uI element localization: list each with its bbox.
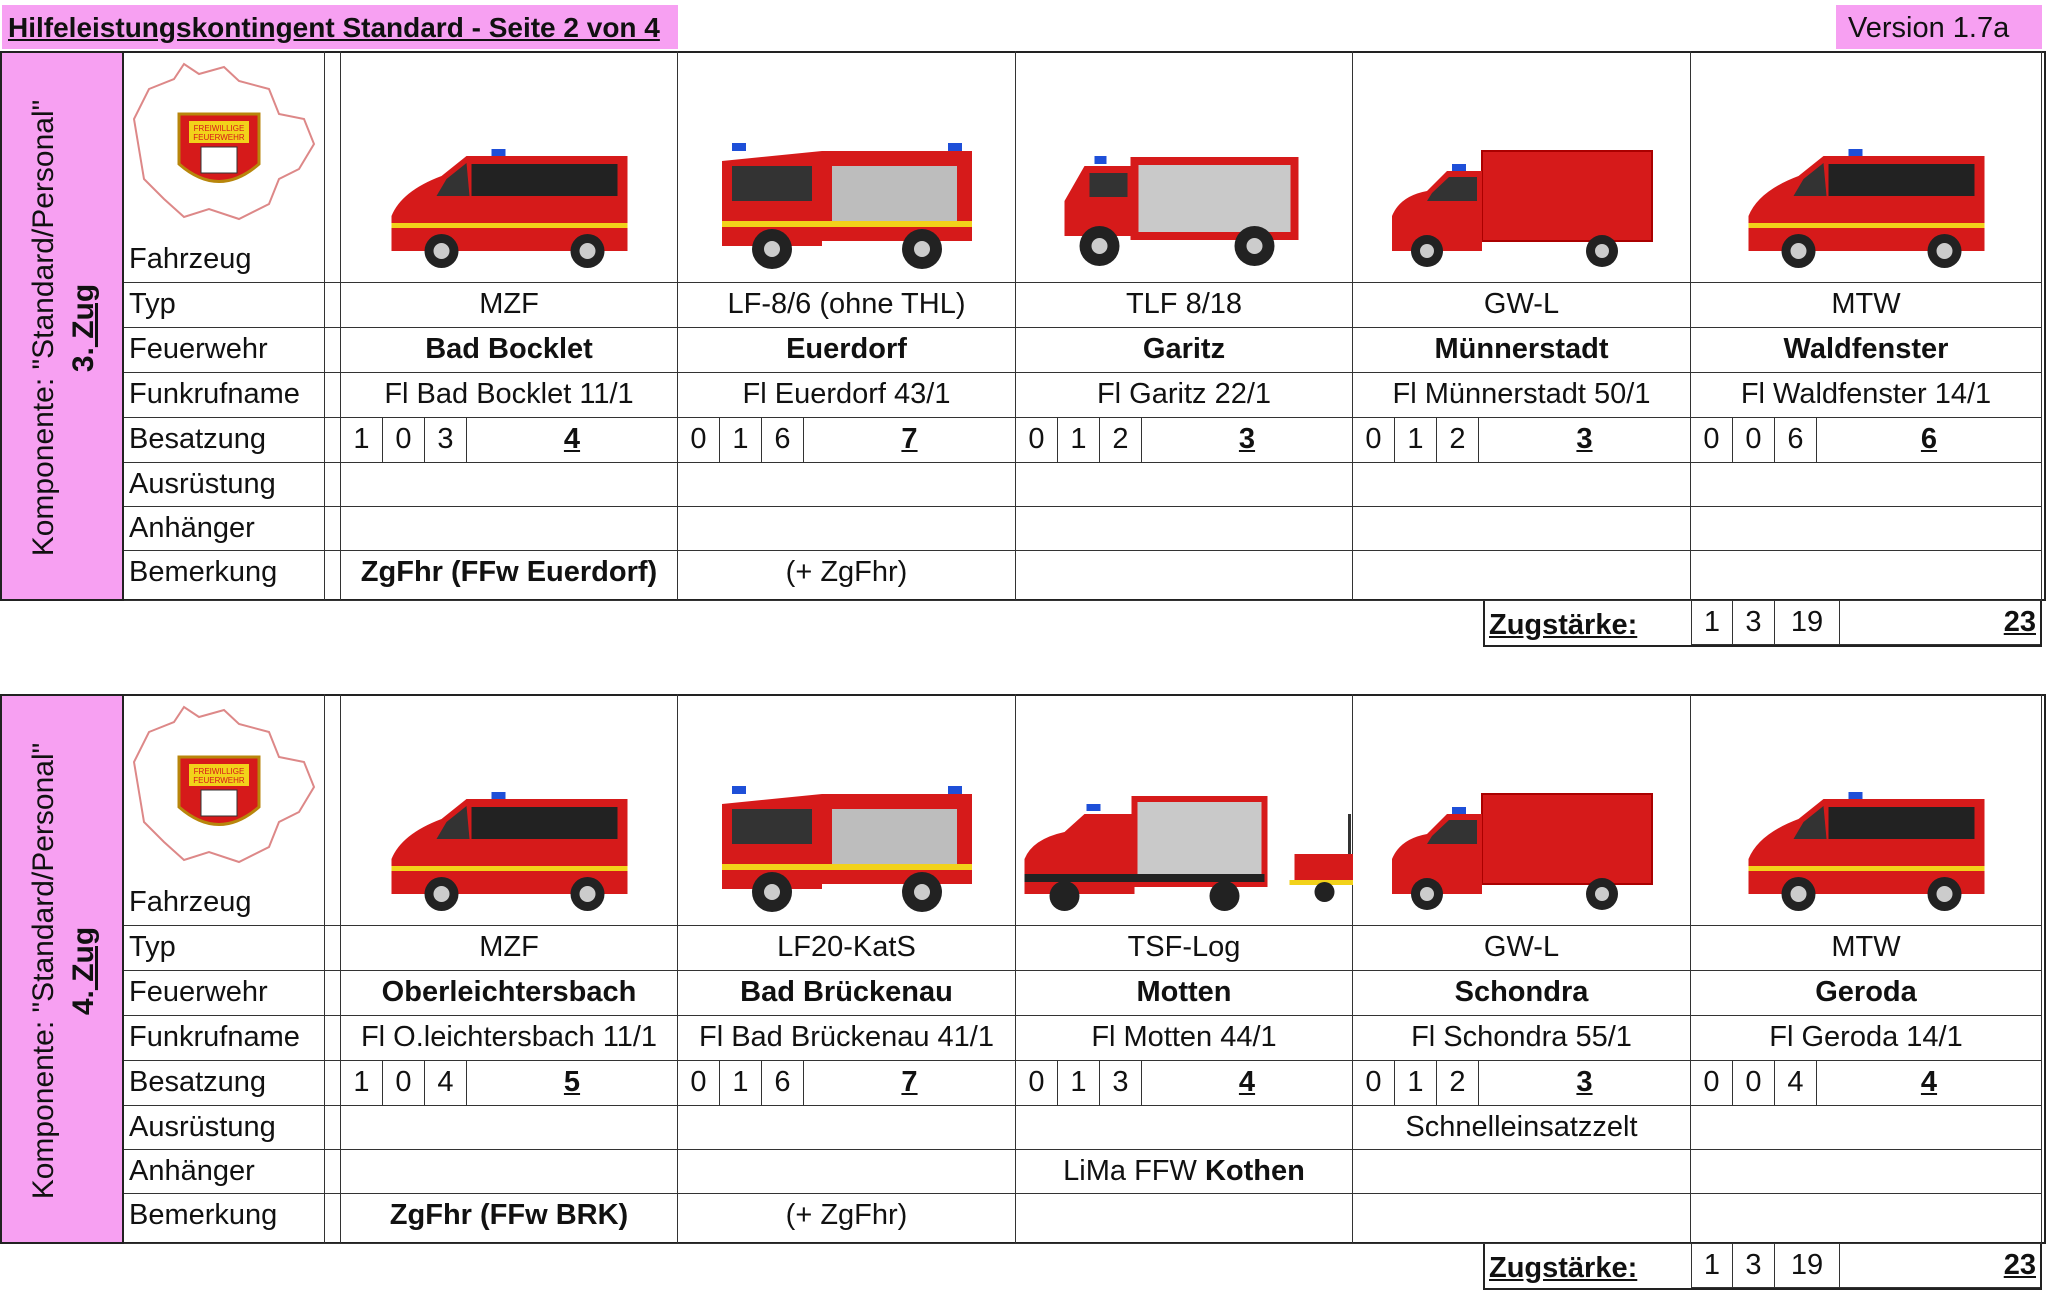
zug-section-4: [0, 694, 2048, 1295]
besatzung-count-cell: 1: [1395, 1061, 1437, 1106]
zug-number: 3.: [67, 347, 100, 373]
besatzung-count-cell: 0: [1691, 418, 1733, 463]
spacer-cell: [325, 1061, 341, 1106]
anhaenger-cell: [1016, 507, 1353, 551]
feuerwehr-cell: Euerdorf: [678, 328, 1016, 373]
anhaenger-bold-text: Kothen: [1204, 1155, 1305, 1187]
funk-cell: Fl Bad Brückenau 41/1: [678, 1016, 1016, 1061]
ausr-cell: Schnelleinsatzzelt: [1353, 1106, 1691, 1150]
fahrzeug-label-cell: [124, 51, 325, 283]
anhaenger-cell: [678, 1150, 1016, 1194]
besatzung-count-cell: 1: [720, 1061, 762, 1106]
typ-cell: LF-8/6 (ohne THL): [678, 283, 1016, 328]
besatzung-count-cell: 6: [1775, 418, 1817, 463]
funk-cell: Fl Waldfenster 14/1: [1691, 373, 2042, 418]
fahrzeug-label-cell: [124, 694, 325, 926]
ausr-cell: [1691, 463, 2042, 507]
typ-cell: MTW: [1691, 283, 2042, 328]
version-badge: Version 1.7a: [1836, 5, 2042, 49]
vehicle-image-cell: [1353, 51, 1691, 283]
bemerkung-label: Bemerkung: [124, 551, 325, 601]
feuerwehr-label: Feuerwehr: [124, 328, 325, 373]
fire-truck-icon: [1353, 694, 1691, 926]
besatzung-count-cell: 4: [425, 1061, 467, 1106]
besatzung-count-cell: 6: [762, 1061, 804, 1106]
zugstaerke-count-cell: 1: [1691, 601, 1733, 645]
besatzung-sum-cell: 7: [804, 1061, 1016, 1106]
zugstaerke-count-cell: 3: [1733, 601, 1775, 645]
bem-cell: ZgFhr (FFw BRK): [341, 1194, 678, 1244]
besatzung-sum-cell: 3: [1479, 418, 1691, 463]
spacer-cell: [325, 1194, 341, 1244]
besatzung-count-cell: 1: [341, 1061, 383, 1106]
fire-truck-icon: [1691, 694, 2042, 926]
besatzung-count-cell: 0: [1733, 1061, 1775, 1106]
funk-cell: Fl Schondra 55/1: [1353, 1016, 1691, 1061]
fahrzeug-label: Fahrzeug: [129, 243, 252, 275]
ausruestung-label: Ausrüstung: [124, 1106, 325, 1150]
spacer-cell: [325, 51, 341, 283]
fire-truck-icon: [678, 694, 1016, 926]
ausr-cell: [1691, 1106, 2042, 1150]
besatzung-sum-cell: 3: [1142, 418, 1353, 463]
feuerwehr-cell: Geroda: [1691, 971, 2042, 1016]
besatzung-sum-cell: 4: [467, 418, 678, 463]
ausr-cell: [341, 1106, 678, 1150]
typ-label: Typ: [124, 926, 325, 971]
besatzung-count-cell: 4: [1775, 1061, 1817, 1106]
besatzung-sum-cell: 5: [467, 1061, 678, 1106]
zugstaerke-sum-cell: 23: [1840, 601, 2040, 645]
bem-cell: [1691, 1194, 2042, 1244]
vehicle-image-cell: [1691, 694, 2042, 926]
bem-cell: [1691, 551, 2042, 601]
anhaenger-cell: [1691, 1150, 2042, 1194]
spacer-cell: [325, 418, 341, 463]
vehicle-image-cell: [678, 51, 1016, 283]
typ-label: Typ: [124, 283, 325, 328]
anhaenger-cell: [341, 507, 678, 551]
besatzung-count-cell: 1: [1058, 1061, 1100, 1106]
feuerwehr-label: Feuerwehr: [124, 971, 325, 1016]
fire-truck-icon: [1016, 694, 1353, 926]
fire-truck-icon: [1016, 51, 1353, 283]
typ-cell: GW-L: [1353, 926, 1691, 971]
funk-cell: Fl Euerdorf 43/1: [678, 373, 1016, 418]
besatzung-count-cell: 3: [425, 418, 467, 463]
besatzung-sum-cell: 4: [1817, 1061, 2042, 1106]
spacer-cell: [325, 463, 341, 507]
page-title: Hilfeleistungskontingent Standard - Seite 2 von 4: [2, 5, 678, 49]
spacer-cell: [325, 551, 341, 601]
zugstaerke-label: Zugstärke:: [1489, 609, 1638, 641]
ausr-cell: [1016, 1106, 1353, 1150]
fire-truck-icon: [341, 51, 678, 283]
besatzung-count-cell: 6: [762, 418, 804, 463]
besatzung-count-cell: 0: [1016, 1061, 1058, 1106]
feuerwehr-cell: Garitz: [1016, 328, 1353, 373]
ausr-cell: [341, 463, 678, 507]
ausr-cell: [1353, 463, 1691, 507]
funkrufname-label: Funkrufname: [124, 373, 325, 418]
zugstaerke-count-cell: 19: [1775, 601, 1840, 645]
typ-cell: TSF-Log: [1016, 926, 1353, 971]
anhaenger-cell: [1016, 1150, 1353, 1194]
besatzung-label: Besatzung: [124, 418, 325, 463]
besatzung-count-cell: 1: [1395, 418, 1437, 463]
besatzung-count-cell: 0: [678, 1061, 720, 1106]
besatzung-count-cell: 3: [1100, 1061, 1142, 1106]
spacer-cell: [325, 1150, 341, 1194]
bem-cell: (+ ZgFhr): [678, 551, 1016, 601]
besatzung-count-cell: 0: [1691, 1061, 1733, 1106]
typ-cell: GW-L: [1353, 283, 1691, 328]
zug-word: Zug: [67, 283, 100, 348]
anhaenger-cell: [1691, 507, 2042, 551]
funkrufname-label: Funkrufname: [124, 1016, 325, 1061]
kfv-logo-icon: [129, 702, 319, 872]
anhaenger-cell: [678, 507, 1016, 551]
besatzung-count-cell: 0: [383, 418, 425, 463]
besatzung-count-cell: 0: [383, 1061, 425, 1106]
zug-number: 4.: [67, 990, 100, 1016]
ausr-cell: [1016, 463, 1353, 507]
vehicle-image-cell: [341, 51, 678, 283]
feuerwehr-cell: Oberleichtersbach: [341, 971, 678, 1016]
ausr-cell: [678, 463, 1016, 507]
svg-text:FREIWILLIGE: FREIWILLIGE: [193, 767, 245, 776]
anhaenger-label: Anhänger: [124, 1150, 325, 1194]
feuerwehr-cell: Motten: [1016, 971, 1353, 1016]
bem-cell: [1016, 1194, 1353, 1244]
bem-cell: (+ ZgFhr): [678, 1194, 1016, 1244]
zugstaerke-sum-cell: 23: [1840, 1244, 2040, 1288]
besatzung-sum-cell: 4: [1142, 1061, 1353, 1106]
anhaenger-cell: [1353, 1150, 1691, 1194]
svg-text:FEUERWEHR: FEUERWEHR: [193, 776, 245, 785]
typ-cell: TLF 8/18: [1016, 283, 1353, 328]
zugstaerke-count-cell: 3: [1733, 1244, 1775, 1288]
spacer-cell: [325, 926, 341, 971]
spacer-cell: [325, 283, 341, 328]
vehicle-image-cell: [1353, 694, 1691, 926]
anhaenger-cell: [1353, 507, 1691, 551]
zug-word: Zug: [67, 926, 100, 991]
typ-cell: LF20-KatS: [678, 926, 1016, 971]
komponente-text: Komponente: "Standard/Personal": [27, 742, 60, 1200]
fire-truck-icon: [1353, 51, 1691, 283]
besatzung-sum-cell: 6: [1817, 418, 2042, 463]
besatzung-count-cell: 1: [1058, 418, 1100, 463]
besatzung-count-cell: 0: [1016, 418, 1058, 463]
vehicle-image-cell: [1016, 694, 1353, 926]
funk-cell: Fl O.leichtersbach 11/1: [341, 1016, 678, 1061]
bem-cell: ZgFhr (FFw Euerdorf): [341, 551, 678, 601]
besatzung-count-cell: 1: [341, 418, 383, 463]
anhaenger-cell: [341, 1150, 678, 1194]
vehicle-image-cell: [1016, 51, 1353, 283]
zug-section-3: [0, 51, 2048, 652]
besatzung-count-cell: 2: [1437, 418, 1479, 463]
kfv-logo-icon: [129, 59, 319, 229]
zugstaerke-count-cell: 1: [1691, 1244, 1733, 1288]
svg-text:FREIWILLIGE: FREIWILLIGE: [193, 124, 245, 133]
fahrzeug-label: Fahrzeug: [129, 886, 252, 918]
anhaenger-text: LiMa FFW: [1063, 1155, 1205, 1187]
spacer-cell: [325, 971, 341, 1016]
svg-text:FEUERWEHR: FEUERWEHR: [193, 133, 245, 142]
funk-cell: Fl Münnerstadt 50/1: [1353, 373, 1691, 418]
besatzung-sum-cell: 7: [804, 418, 1016, 463]
besatzung-count-cell: 1: [720, 418, 762, 463]
spacer-cell: [325, 507, 341, 551]
typ-cell: MTW: [1691, 926, 2042, 971]
komponente-text: Komponente: "Standard/Personal": [27, 99, 60, 557]
besatzung-count-cell: 0: [1733, 418, 1775, 463]
spacer-cell: [325, 373, 341, 418]
besatzung-count-cell: 0: [1353, 418, 1395, 463]
spacer-cell: [325, 1106, 341, 1150]
bem-cell: [1353, 551, 1691, 601]
bem-cell: [1016, 551, 1353, 601]
funk-cell: Fl Geroda 14/1: [1691, 1016, 2042, 1061]
besatzung-count-cell: 2: [1437, 1061, 1479, 1106]
feuerwehr-cell: Waldfenster: [1691, 328, 2042, 373]
besatzung-count-cell: 2: [1100, 418, 1142, 463]
zugstaerke-count-cell: 19: [1775, 1244, 1840, 1288]
ausruestung-label: Ausrüstung: [124, 463, 325, 507]
besatzung-sum-cell: 3: [1479, 1061, 1691, 1106]
feuerwehr-cell: Münnerstadt: [1353, 328, 1691, 373]
bem-cell: [1353, 1194, 1691, 1244]
zugstaerke-label: Zugstärke:: [1489, 1252, 1638, 1284]
besatzung-count-cell: 0: [1353, 1061, 1395, 1106]
funk-cell: Fl Bad Bocklet 11/1: [341, 373, 678, 418]
spacer-cell: [325, 694, 341, 926]
feuerwehr-cell: Schondra: [1353, 971, 1691, 1016]
spacer-cell: [325, 328, 341, 373]
besatzung-label: Besatzung: [124, 1061, 325, 1106]
ausr-cell: [678, 1106, 1016, 1150]
vehicle-image-cell: [678, 694, 1016, 926]
besatzung-count-cell: 0: [678, 418, 720, 463]
vehicle-image-cell: [341, 694, 678, 926]
fire-truck-icon: [1691, 51, 2042, 283]
typ-cell: MZF: [341, 926, 678, 971]
spacer-cell: [325, 1016, 341, 1061]
typ-cell: MZF: [341, 283, 678, 328]
fire-truck-icon: [678, 51, 1016, 283]
anhaenger-label: Anhänger: [124, 507, 325, 551]
feuerwehr-cell: Bad Brückenau: [678, 971, 1016, 1016]
funk-cell: Fl Garitz 22/1: [1016, 373, 1353, 418]
komponente-label: [0, 694, 124, 1244]
bemerkung-label: Bemerkung: [124, 1194, 325, 1244]
fire-truck-icon: [341, 694, 678, 926]
funk-cell: Fl Motten 44/1: [1016, 1016, 1353, 1061]
vehicle-image-cell: [1691, 51, 2042, 283]
feuerwehr-cell: Bad Bocklet: [341, 328, 678, 373]
komponente-label: [0, 51, 124, 601]
